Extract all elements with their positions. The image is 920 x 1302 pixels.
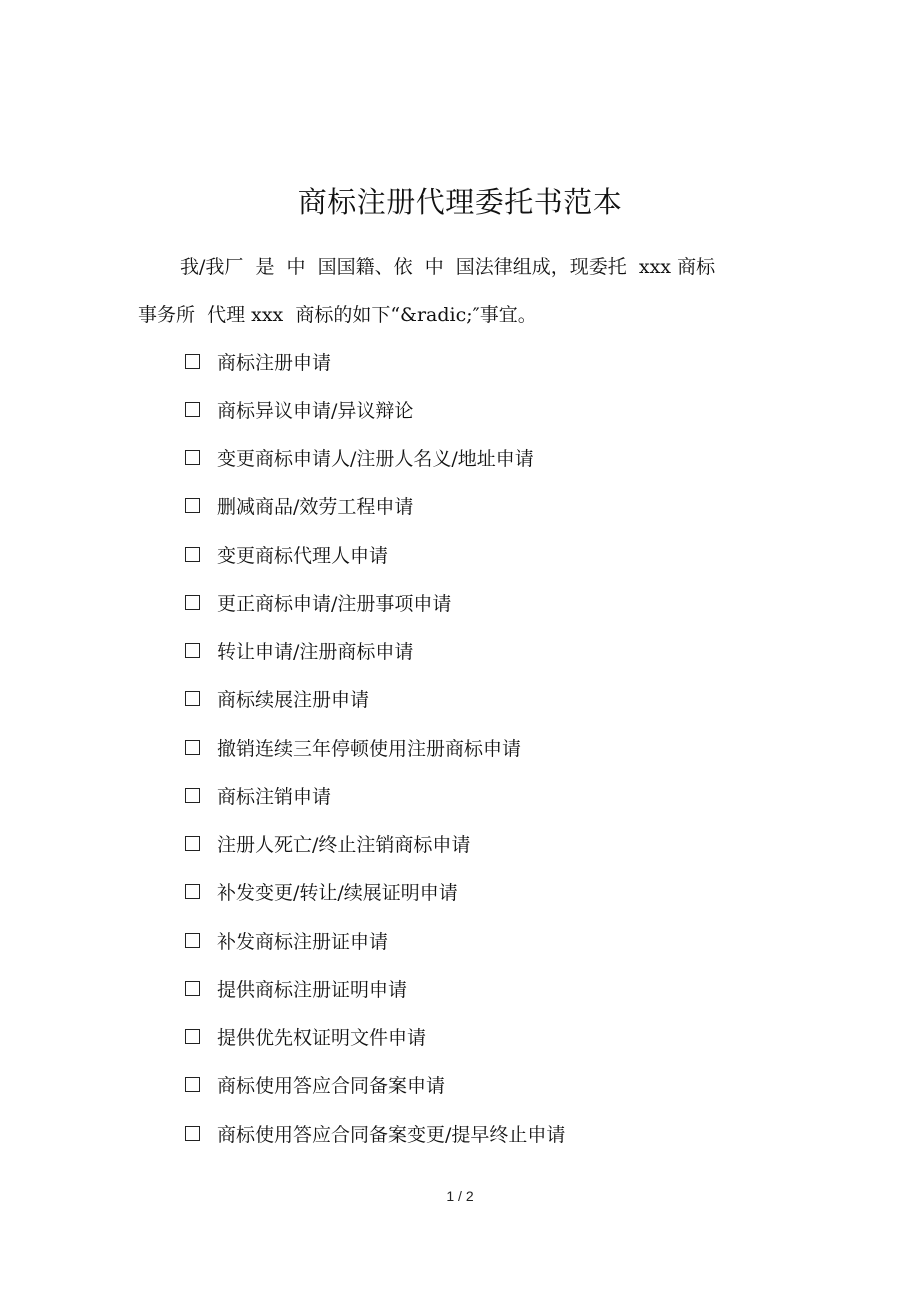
checkbox-icon[interactable] — [185, 1029, 200, 1044]
checkbox-icon[interactable] — [185, 981, 200, 996]
option-item[interactable] — [183, 482, 743, 530]
checkbox-icon[interactable] — [185, 595, 200, 610]
option-item[interactable] — [183, 675, 743, 723]
option-item[interactable] — [183, 385, 743, 433]
checkbox-icon[interactable] — [185, 691, 200, 706]
option-item[interactable] — [183, 627, 743, 675]
document-title: 商标注册代理委托书范本 — [297, 185, 623, 219]
option-item[interactable] — [183, 771, 743, 819]
option-label: 商标续展注册申请 — [217, 689, 370, 712]
option-label: 商标注册申请 — [217, 351, 332, 374]
intro-line-1: 我/我厂 是 中 国国籍、依 中 国法律组成，现委托 xxx 商标 — [180, 256, 716, 278]
option-label: 商标注销申请 — [217, 785, 332, 808]
checkbox-icon[interactable] — [185, 933, 200, 948]
checkbox-icon[interactable] — [185, 450, 200, 465]
option-label: 补发变更/转让/续展证明申请 — [217, 882, 458, 905]
option-item[interactable] — [183, 434, 743, 482]
option-label: 提供商标注册证明申请 — [217, 978, 408, 1001]
option-label: 商标使用答应合同备案申请 — [217, 1075, 446, 1098]
option-label: 商标异议申请/异议辩论 — [217, 399, 414, 422]
checkbox-icon[interactable] — [185, 884, 200, 899]
intro-line-2: 事务所 代理 xxx 商标的如下“&radic;″事宜。 — [138, 304, 537, 326]
checkbox-icon[interactable] — [185, 836, 200, 851]
option-label: 提供优先权证明文件申请 — [217, 1027, 427, 1050]
option-item[interactable] — [183, 916, 743, 964]
checkbox-icon[interactable] — [185, 547, 200, 562]
option-item[interactable] — [183, 578, 743, 626]
option-label: 补发商标注册证申请 — [217, 930, 389, 953]
option-list — [183, 337, 743, 1157]
option-label: 商标使用答应合同备案变更/提早终止申请 — [217, 1123, 566, 1146]
option-item[interactable] — [183, 964, 743, 1012]
option-item[interactable] — [183, 530, 743, 578]
option-label: 注册人死亡/终止注销商标申请 — [217, 834, 471, 857]
option-item[interactable] — [183, 1061, 743, 1109]
checkbox-icon[interactable] — [185, 402, 200, 417]
option-label: 变更商标代理人申请 — [217, 544, 389, 567]
option-item[interactable] — [183, 868, 743, 916]
checkbox-icon[interactable] — [185, 498, 200, 513]
checkbox-icon[interactable] — [185, 1077, 200, 1092]
checkbox-icon[interactable] — [185, 1126, 200, 1141]
intro-paragraph — [138, 243, 786, 339]
option-label: 变更商标申请人/注册人名义/地址申请 — [217, 448, 534, 471]
checkbox-icon[interactable] — [185, 354, 200, 369]
option-item[interactable] — [183, 820, 743, 868]
option-label: 删减商品/效劳工程申请 — [217, 496, 414, 519]
option-label: 撤销连续三年停顿使用注册商标申请 — [217, 737, 522, 760]
option-item[interactable] — [183, 723, 743, 771]
option-label: 更正商标申请/注册事项申请 — [217, 592, 452, 615]
checkbox-icon[interactable] — [185, 643, 200, 658]
page-number: 1 / 2 — [446, 1188, 474, 1204]
option-item[interactable] — [183, 337, 743, 385]
checkbox-icon[interactable] — [185, 788, 200, 803]
option-item[interactable] — [183, 1013, 743, 1061]
option-label: 转让申请/注册商标申请 — [217, 641, 414, 664]
option-item[interactable] — [183, 1109, 743, 1157]
checkbox-icon[interactable] — [185, 740, 200, 755]
